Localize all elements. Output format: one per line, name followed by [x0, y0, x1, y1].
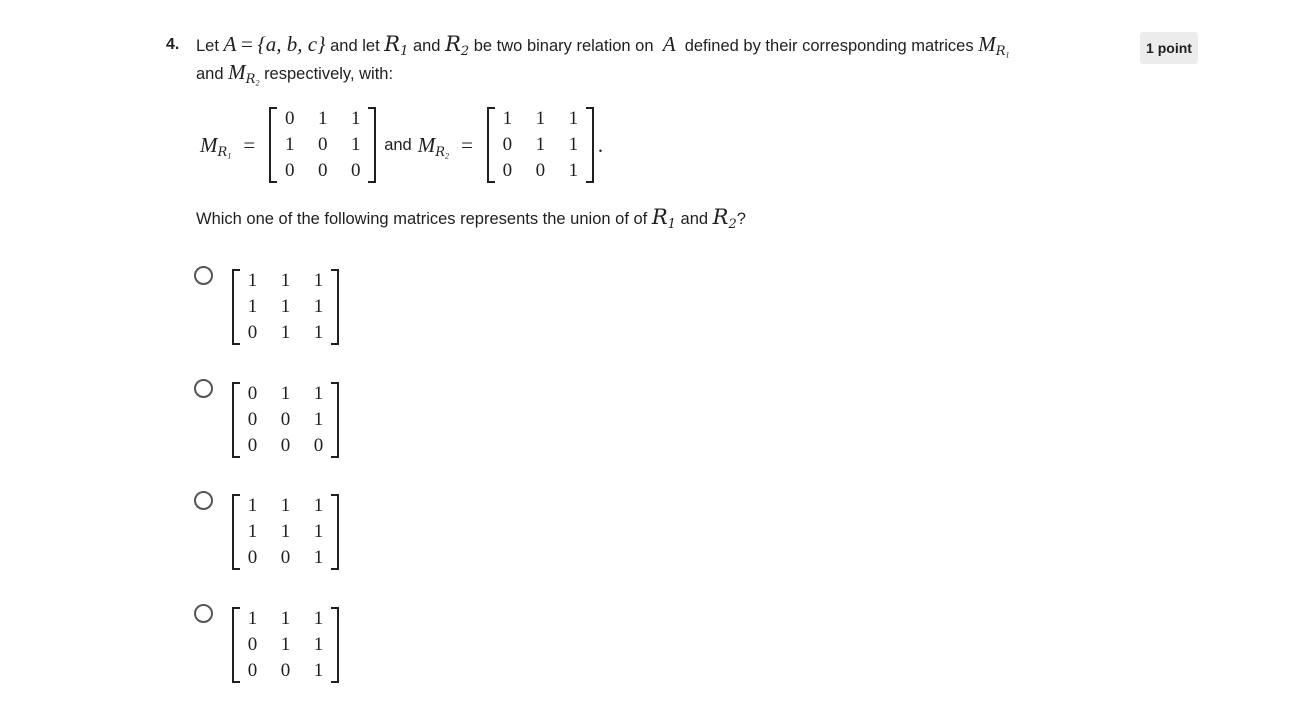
relation-r2: $R_2$	[445, 32, 470, 60]
option-matrix: 1 1 1 1 1 1 0 1 1	[232, 268, 339, 346]
answer-option-1[interactable]	[194, 268, 339, 346]
matrix-cell: 1	[502, 108, 513, 129]
matrix-cell: 0	[350, 160, 361, 181]
answer-option-2[interactable]	[194, 381, 339, 459]
radio-button[interactable]	[194, 266, 213, 285]
matrix-cell: 0	[535, 160, 546, 181]
matrix-cell: 1	[284, 134, 295, 155]
radio-button[interactable]	[194, 604, 213, 623]
option-matrix: 1 1 1 0 1 1 0 0 1	[232, 606, 339, 684]
matrix-cell: 1	[350, 108, 361, 129]
matrix-cell: 0	[502, 134, 513, 155]
question-text-line2: and $M_{R_2}$ respectively, with:	[196, 60, 394, 88]
matrix-cell: 1	[317, 108, 328, 129]
answer-option-3[interactable]	[194, 493, 339, 571]
matrix-m-r2	[487, 106, 594, 184]
question-prompt: Which one of the following matrices represents the union of of $R_1$ and $R_2$ ?	[196, 205, 746, 233]
matrix-cell: 0	[317, 134, 328, 155]
radio-button[interactable]	[194, 379, 213, 398]
option-matrix: 0 1 1 0 0 1 0 0 0	[232, 381, 339, 459]
matrix-m-r2-symbol: $M_{R_2}$	[228, 60, 260, 88]
matrix-cell: 0	[284, 160, 295, 181]
question-number: 4.	[166, 36, 180, 53]
matrix-cell: 1	[535, 108, 546, 129]
m-r1-label: $M_{R_1}$	[200, 132, 232, 161]
matrix-cell: 1	[568, 160, 579, 181]
matrix-cell: 0	[502, 160, 513, 181]
question-text-line1: Let A = {a, b, c} and let $R_1$ and $R_2$ be two binary relation on A defined by their corresponding matrices $M_{R_1}$	[196, 32, 1010, 60]
matrix-cell: 1	[350, 134, 361, 155]
matrix-definitions: $M_{R_1}$ = 0 1 1 1 0 1 0 0 0 and $M_{R_2}$ = 1 1 1 0 1 1 0 0 1 .	[200, 104, 603, 186]
relation-r1: $R_1$	[384, 32, 409, 60]
radio-button[interactable]	[194, 491, 213, 510]
option-matrix: 1 1 1 1 1 1 0 0 1	[232, 493, 339, 571]
points-badge: 1 point	[1140, 32, 1198, 64]
matrix-cell: 1	[535, 134, 546, 155]
matrix-cell: 0	[317, 160, 328, 181]
matrix-m-r1	[269, 106, 376, 184]
m-r2-label: $M_{R_2}$	[417, 132, 450, 161]
matrix-cell: 1	[568, 134, 579, 155]
answer-option-4[interactable]	[194, 606, 339, 684]
matrix-m-r1-symbol: $M_{R_1}$	[978, 32, 1010, 60]
matrix-cell: 0	[284, 108, 295, 129]
matrix-cell: 1	[568, 108, 579, 129]
